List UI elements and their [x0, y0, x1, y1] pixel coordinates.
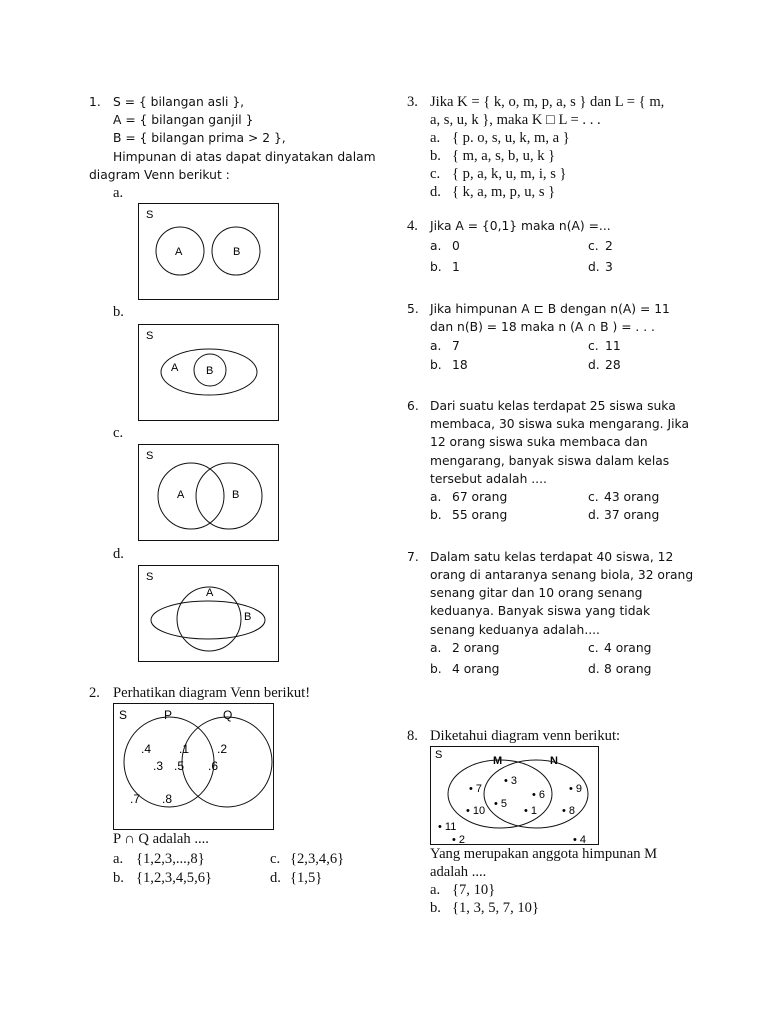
option-label[interactable]: a.	[430, 239, 442, 253]
option-label[interactable]: a.	[430, 130, 441, 146]
q6-number: 6.	[407, 399, 419, 413]
q1-line: A = { bilangan ganjil }	[113, 113, 254, 127]
q4-text: Jika A = {0,1} maka n(A) =...	[430, 219, 611, 233]
option-label[interactable]: a.	[113, 851, 124, 867]
option-label[interactable]: c.	[270, 851, 281, 867]
set-b-label: B	[232, 489, 240, 501]
set-s-label: S	[146, 450, 154, 462]
q5-number: 5.	[407, 302, 419, 316]
option-text[interactable]: 4 orang	[452, 662, 500, 676]
element: • 11	[438, 821, 457, 833]
option-text[interactable]: 2	[605, 239, 613, 253]
q2-question: P ∩ Q adalah ....	[113, 831, 209, 847]
set-b-label: B	[233, 246, 241, 258]
q3-number: 3.	[407, 94, 418, 110]
set-s-label: S	[146, 209, 154, 221]
q6-line: tersebut adalah ....	[430, 472, 547, 486]
universal-set-box	[139, 445, 279, 541]
element: • 4	[573, 834, 587, 846]
venn-diagram-option-c	[138, 444, 280, 542]
element: • 3	[504, 775, 518, 787]
element: .4	[141, 742, 152, 756]
set-b-label: B	[244, 611, 252, 623]
option-label[interactable]: b.	[113, 870, 124, 886]
q8-text: Diketahui diagram venn berikut:	[430, 728, 621, 744]
element: • 5	[494, 798, 508, 810]
venn-diagram-pq	[113, 703, 275, 831]
q6-line: mengarang, banyak siswa dalam kelas	[430, 454, 670, 468]
option-label[interactable]: d.	[113, 546, 124, 562]
option-text[interactable]: {1, 3, 5, 7, 10}	[452, 900, 539, 916]
option-label[interactable]: a.	[430, 641, 442, 655]
option-label[interactable]: a.	[430, 882, 441, 898]
universal-set-box	[139, 566, 279, 662]
option-text[interactable]: 37 orang	[604, 508, 660, 522]
venn-diagram-option-a	[138, 203, 280, 301]
set-m-label: M	[493, 755, 503, 767]
set-a-label: A	[177, 489, 185, 501]
element: .7	[130, 792, 141, 806]
q6-line: Dari suatu kelas terdapat 25 siswa suka	[430, 399, 676, 413]
q5-line: Jika himpunan A ⊏ B dengan n(A) = 11	[430, 302, 670, 316]
option-text[interactable]: 7	[452, 339, 460, 353]
option-text[interactable]: 55 orang	[452, 508, 508, 522]
element: • 10	[466, 805, 486, 817]
option-text[interactable]: 8 orang	[604, 662, 652, 676]
q7-line: senang keduanya adalah....	[430, 623, 600, 637]
venn-diagram-mn	[430, 746, 600, 846]
option-text[interactable]: {2,3,4,6}	[290, 851, 345, 867]
q8-line: Yang merupakan anggota himpunan M	[430, 846, 658, 862]
element: • 7	[469, 783, 483, 795]
q7-line: orang di antaranya senang biola, 32 orang	[430, 568, 694, 582]
q6-line: membaca, 30 siswa suka mengarang. Jika	[430, 417, 689, 431]
option-label[interactable]: b.	[430, 900, 441, 916]
q7-number: 7.	[407, 550, 419, 564]
option-text[interactable]: { p. o, s, u, k, m, a }	[452, 130, 570, 146]
option-text[interactable]: { p, a, k, u, m, i, s }	[452, 166, 567, 182]
option-label[interactable]: d.	[588, 662, 600, 676]
q7-line: Dalam satu kelas terdapat 40 siswa, 12	[430, 550, 674, 564]
option-text[interactable]: {1,5}	[290, 870, 323, 886]
q1-line: Himpunan di atas dapat dinyatakan dalam	[113, 150, 376, 164]
set-b-label: B	[206, 365, 214, 377]
option-text[interactable]: 3	[605, 260, 613, 274]
option-text[interactable]: 67 orang	[452, 490, 508, 504]
element: .2	[217, 742, 228, 756]
element: • 8	[562, 805, 576, 817]
option-label[interactable]: b.	[113, 304, 124, 320]
option-label[interactable]: c.	[113, 425, 124, 441]
circle-a	[158, 463, 224, 529]
element: • 1	[524, 805, 538, 817]
circle-b	[196, 463, 262, 529]
option-label[interactable]: b.	[430, 662, 442, 676]
option-label[interactable]: c.	[588, 490, 599, 504]
set-a-label: A	[175, 246, 183, 258]
q3-line: a, s, u, k }, maka K □ L = . . .	[430, 112, 601, 128]
set-s-label: S	[435, 749, 443, 761]
set-a-label: A	[206, 587, 214, 599]
set-p-label: P	[164, 708, 173, 722]
q2-text: Perhatikan diagram Venn berikut!	[113, 685, 311, 701]
q6-line: 12 orang siswa suka membaca dan	[430, 435, 648, 449]
option-text[interactable]: 1	[452, 260, 460, 274]
option-label[interactable]: b.	[430, 260, 442, 274]
element: .1	[179, 742, 190, 756]
q1-line: B = { bilangan prima > 2 },	[113, 131, 286, 145]
option-label[interactable]: a.	[430, 490, 442, 504]
q7-line: senang gitar dan 10 orang senang	[430, 586, 643, 600]
option-label[interactable]: b.	[430, 358, 442, 372]
option-label[interactable]: b.	[430, 148, 441, 164]
option-label[interactable]: c.	[588, 641, 599, 655]
option-label[interactable]: c.	[430, 166, 441, 182]
option-label[interactable]: a.	[113, 185, 124, 201]
universal-set-box	[139, 204, 279, 300]
option-text[interactable]: 28	[605, 358, 621, 372]
element: .3	[153, 759, 164, 773]
option-text[interactable]: 43 orang	[604, 490, 660, 504]
option-text[interactable]: {1,2,3,...,8}	[136, 851, 205, 867]
option-label[interactable]: c.	[588, 239, 599, 253]
venn-diagram-option-b	[138, 324, 280, 422]
option-text[interactable]: 11	[605, 339, 621, 353]
q8-line: adalah ....	[430, 864, 487, 880]
option-label[interactable]: a.	[430, 339, 442, 353]
option-text[interactable]: {1,2,3,4,5,6}	[136, 870, 213, 886]
option-text[interactable]: 2 orang	[452, 641, 500, 655]
option-text[interactable]: 18	[452, 358, 468, 372]
q7-line: keduanya. Banyak siswa yang tidak	[430, 604, 651, 618]
option-text[interactable]: { m, a, s, b, u, k }	[452, 148, 556, 164]
element: • 9	[569, 783, 583, 795]
element: .5	[174, 759, 185, 773]
q1-line: S = { bilangan asli },	[113, 95, 245, 109]
element: • 2	[452, 834, 466, 846]
q8-number: 8.	[407, 728, 418, 744]
q1-number: 1.	[89, 95, 101, 109]
set-s-label: S	[146, 330, 154, 342]
option-text[interactable]: 0	[452, 239, 460, 253]
option-text[interactable]: { k, a, m, p, u, s }	[452, 184, 556, 200]
option-label[interactable]: d.	[270, 870, 281, 886]
option-label[interactable]: d.	[588, 260, 600, 274]
element: .8	[162, 792, 173, 806]
element: • 6	[532, 789, 546, 801]
set-s-label: S	[146, 571, 154, 583]
set-s-label: S	[119, 708, 128, 722]
option-label[interactable]: d.	[430, 184, 441, 200]
option-label[interactable]: b.	[430, 508, 442, 522]
element: .6	[208, 759, 219, 773]
universal-set-box	[114, 704, 274, 830]
q1-line: diagram Venn berikut :	[89, 168, 230, 182]
q3-line: Jika K = { k, o, m, p, a, s } dan L = { m,	[430, 94, 665, 110]
set-q-label: Q	[223, 708, 233, 722]
option-label[interactable]: c.	[588, 339, 599, 353]
option-text[interactable]: 4 orang	[604, 641, 652, 655]
option-text[interactable]: {7, 10}	[452, 882, 496, 898]
venn-diagram-option-d	[138, 565, 280, 663]
option-label[interactable]: d.	[588, 358, 600, 372]
q4-number: 4.	[407, 218, 418, 234]
set-n-label: N	[550, 755, 558, 767]
q5-line: dan n(B) = 18 maka n (A ∩ B ) = . . .	[430, 320, 655, 334]
set-a-label: A	[171, 362, 179, 374]
q2-number: 2.	[89, 685, 100, 701]
option-label[interactable]: d.	[588, 508, 600, 522]
circle-q	[182, 717, 272, 807]
